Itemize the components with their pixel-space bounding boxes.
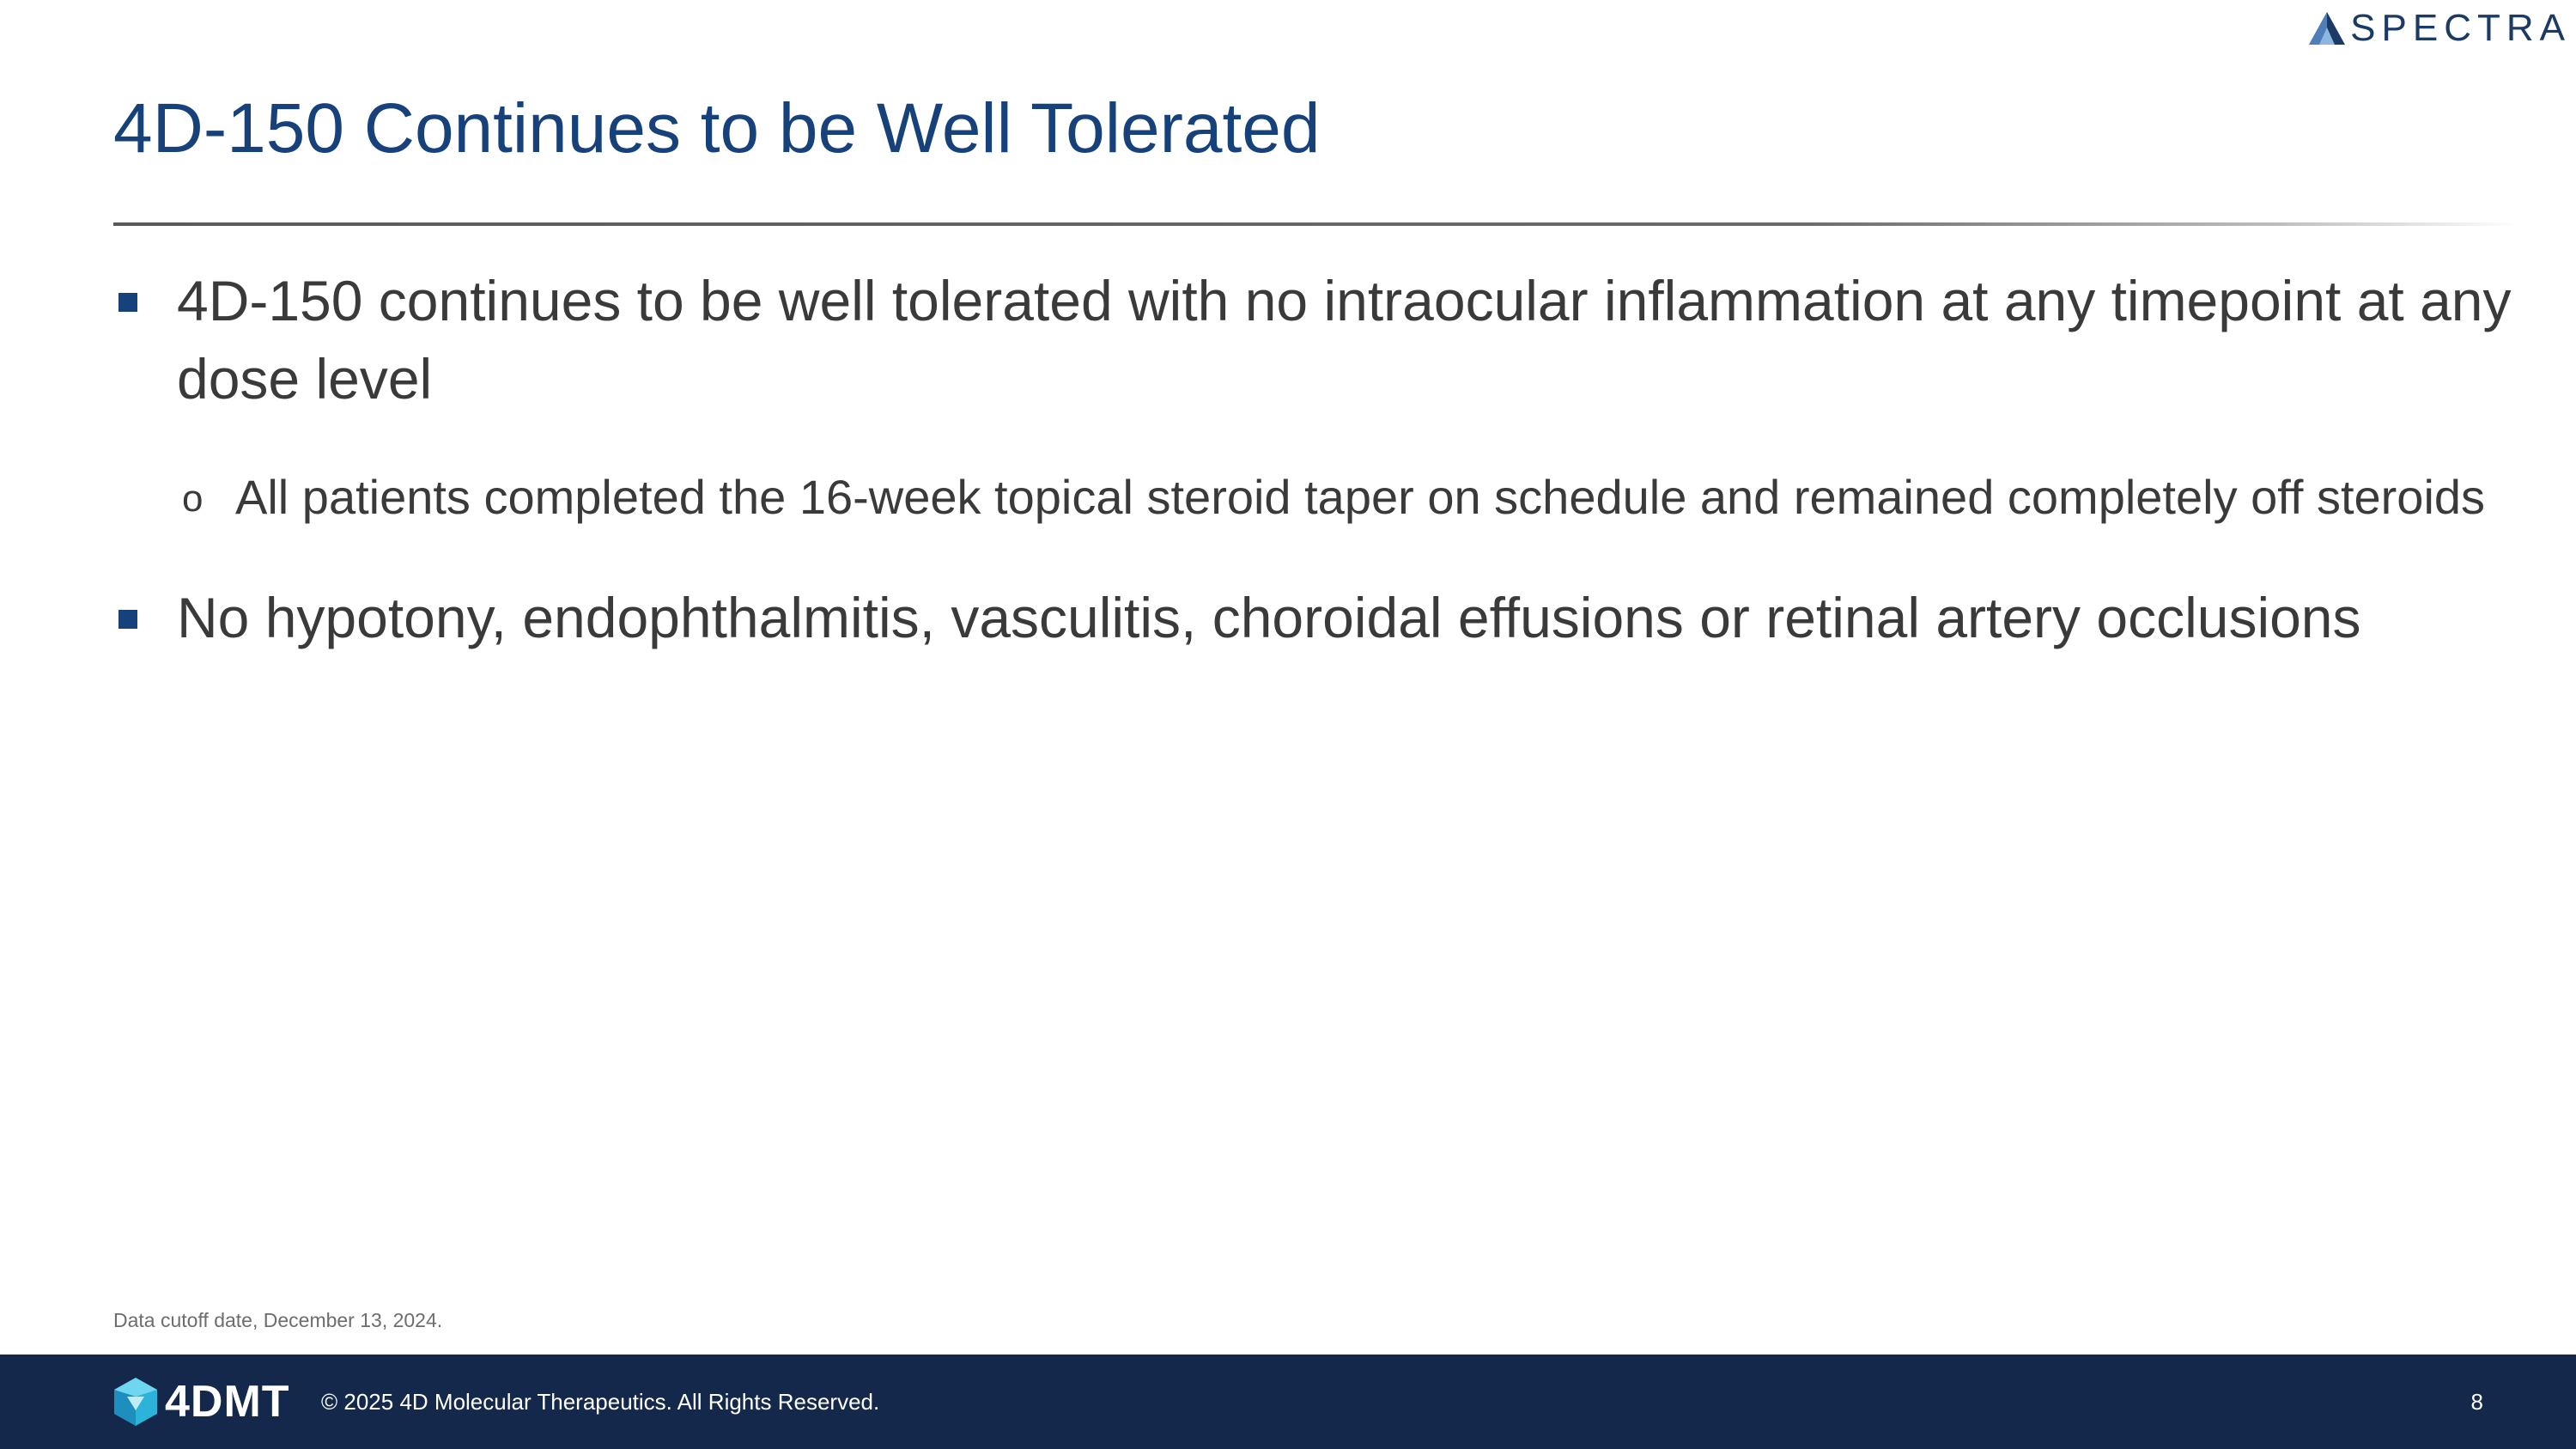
sub-bullet-text: All patients completed the 16-week topical steroid taper on schedule and remained completely off steroids [235,470,2486,524]
title-divider [113,222,2518,226]
sub-bullet-list [177,465,2543,529]
4dmt-logo [112,1376,290,1428]
hexagon-gem-icon [112,1376,160,1428]
bullet-text: No hypotony, endophthalmitis, vasculitis, choroidal effusions or retinal artery occlusions [177,586,2361,649]
square-bullet-icon [118,293,137,312]
footer-logo-text: 4DMT [165,1377,290,1427]
square-bullet-icon [118,610,137,629]
footnote: Data cutoff date, December 13, 2024. [113,1309,443,1331]
bullet-item [113,262,2543,529]
page-number: 8 [2470,1389,2483,1415]
sub-bullet-item [177,465,2543,529]
bullet-text: 4D-150 continues to be well tolerated with no intraocular inflammation at any timepoint at any dose level [177,269,2512,411]
bullet-item [113,579,2543,657]
spectra-logo-text: SPECTRA [2350,7,2571,49]
slide-title: 4D-150 Continues to be Well Tolerated [113,89,1321,167]
triangle-prism-icon [2307,9,2347,48]
copyright-text: © 2025 4D Molecular Therapeutics. All Rights Reserved. [321,1389,880,1415]
circle-bullet-icon: o [182,478,204,520]
spectra-logo [2307,7,2571,50]
footer-bar [0,1355,2576,1449]
bullet-list [113,262,2543,657]
